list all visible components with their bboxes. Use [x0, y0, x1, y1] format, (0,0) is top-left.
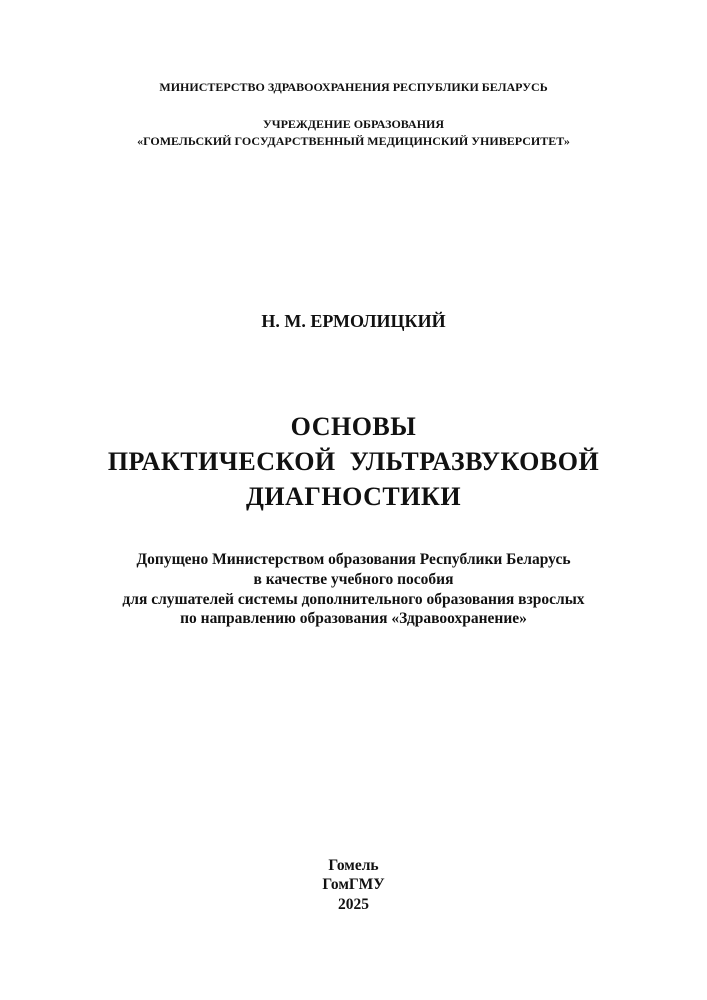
- university-name: «ГОМЕЛЬСКИЙ ГОСУДАРСТВЕННЫЙ МЕДИЦИНСКИЙ УНИВЕРСИТЕТ»: [137, 134, 570, 148]
- approval-line-3: для слушателей системы дополнительного образования взрослых: [122, 591, 585, 608]
- imprint-publisher: ГомГМУ: [322, 876, 385, 893]
- imprint-year: 2025: [338, 896, 369, 913]
- ministry-heading: МИНИСТЕРСТВО ЗДРАВООХРАНЕНИЯ РЕСПУБЛИКИ БЕЛАРУСЬ: [159, 80, 548, 94]
- book-title-line-2: ПРАКТИЧЕСКОЙ УЛЬТРАЗВУКОВОЙ: [107, 447, 600, 476]
- approval-line-2: в качестве учебного пособия: [253, 571, 454, 588]
- book-title-line-3: ДИАГНОСТИКИ: [245, 482, 462, 511]
- book-title-line-1: ОСНОВЫ: [290, 412, 417, 441]
- approval-line-1: Допущено Министерством образования Республики Беларусь: [136, 551, 571, 568]
- institution-type: УЧРЕЖДЕНИЕ ОБРАЗОВАНИЯ: [262, 117, 445, 131]
- approval-line-4: по направлению образования «Здравоохранение»: [180, 610, 527, 627]
- imprint-city: Гомель: [328, 857, 379, 874]
- author-name: Н. М. ЕРМОЛИЦКИЙ: [261, 311, 446, 331]
